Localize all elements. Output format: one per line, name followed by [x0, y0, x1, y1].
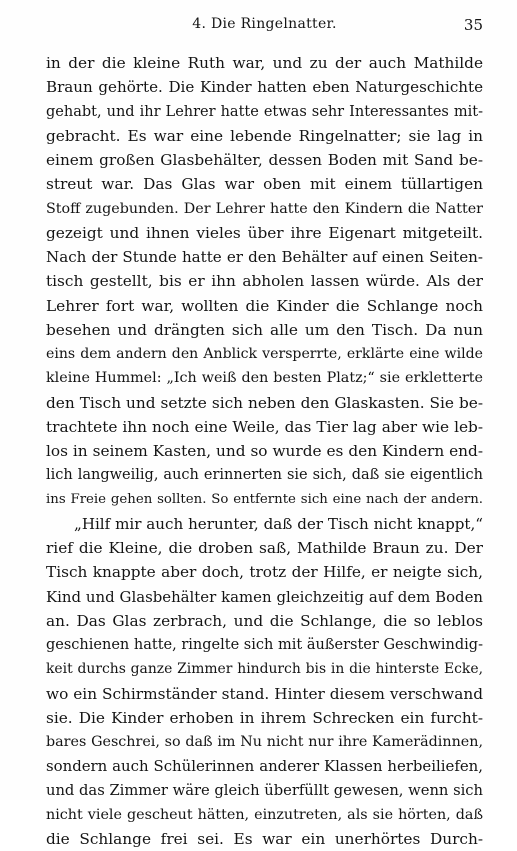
text-line: rief die Kleine, die droben saß, Mathilde Braun zu. Der: [46, 539, 483, 557]
text-line: gebracht. Es war eine lebende Ringelnatter; sie lag in: [46, 126, 483, 145]
text-line: eins dem andern den Anblick versperrte, erklärte eine wilde: [46, 346, 483, 362]
text-line: lich langweilig, auch erinnerten sie sich, daß sie eigentlich: [46, 467, 483, 484]
text-line: trachtete ihn noch eine Weile, das Tier lag aber wie leb-: [46, 417, 483, 436]
text-line: und das Zimmer wäre gleich überfüllt gewesen, wenn sich: [46, 781, 483, 799]
text-line: keit durchs ganze Zimmer hindurch bis in die hinterste Ecke,: [46, 661, 483, 678]
text-line: besehen und drängten sich alle um den Tisch. Da nun: [46, 320, 483, 339]
text-line: „Hilf mir auch herunter, daß der Tisch nicht knappt,“: [74, 514, 483, 533]
text-line: geschienen hatte, ringelte sich mit äußerster Geschwindig-: [46, 637, 483, 653]
page-number: 35: [463, 16, 483, 34]
text-line: gehabt, und ihr Lehrer hatte etwas sehr Interessantes mit-: [46, 103, 483, 120]
text-line: wo ein Schirmständer stand. Hinter diesem verschwand: [46, 684, 483, 703]
page-header: [46, 16, 483, 40]
text-line: ins Freie gehen sollten. So entfernte sich eine nach der andern.: [46, 491, 483, 507]
body-text: [46, 51, 483, 851]
text-line: die Schlange frei sei. Es war ein unerhörtes Durch-: [46, 830, 483, 848]
text-line: los in seinem Kasten, und so wurde es den Kindern end-: [46, 442, 483, 460]
text-line: einem großen Glasbehälter, dessen Boden mit Sand be-: [46, 151, 483, 169]
text-line: tisch gestellt, bis er ihn abholen lassen würde. Als der: [46, 272, 483, 291]
text-line: sie. Die Kinder erhoben in ihrem Schrecken ein furcht-: [46, 708, 483, 727]
text-line: streut war. Das Glas war oben mit einem tüllartigen: [46, 175, 483, 194]
running-title: 4. Die Ringelnatter.: [192, 16, 337, 32]
text-line: sondern auch Schülerinnen anderer Klassen herbeiliefen,: [46, 757, 483, 776]
text-line: bares Geschrei, so daß im Nu nicht nur ihre Kamerädinnen,: [46, 734, 483, 750]
text-line: gezeigt und ihnen vieles über ihre Eigenart mitgeteilt.: [46, 223, 483, 242]
text-line: Kind und Glasbehälter kamen gleichzeitig auf dem Boden: [46, 587, 483, 606]
text-line: nicht viele gescheut hätten, einzutreten, als sie hörten, daß: [46, 806, 483, 823]
text-line: Stoff zugebunden. Der Lehrer hatte den Kindern die Natter: [46, 200, 483, 217]
text-line: an. Das Glas zerbrach, und die Schlange, die so leblos: [46, 611, 483, 630]
text-line: kleine Hummel: „Ich weiß den besten Platz;“ sie erkletterte: [46, 370, 483, 387]
text-line: Nach der Stunde hatte er den Behälter auf einen Seiten-: [46, 248, 483, 266]
text-line: in der die kleine Ruth war, und zu der auch Mathilde: [46, 54, 483, 72]
text-line: den Tisch und setzte sich neben den Glaskasten. Sie be-: [46, 393, 483, 412]
text-line: Lehrer fort war, wollten die Kinder die Schlange noch: [46, 296, 483, 315]
text-line: Tisch knappte aber doch, trotz der Hilfe, er neigte sich,: [46, 563, 483, 582]
text-line: Braun gehörte. Die Kinder hatten eben Naturgeschichte: [46, 78, 483, 97]
